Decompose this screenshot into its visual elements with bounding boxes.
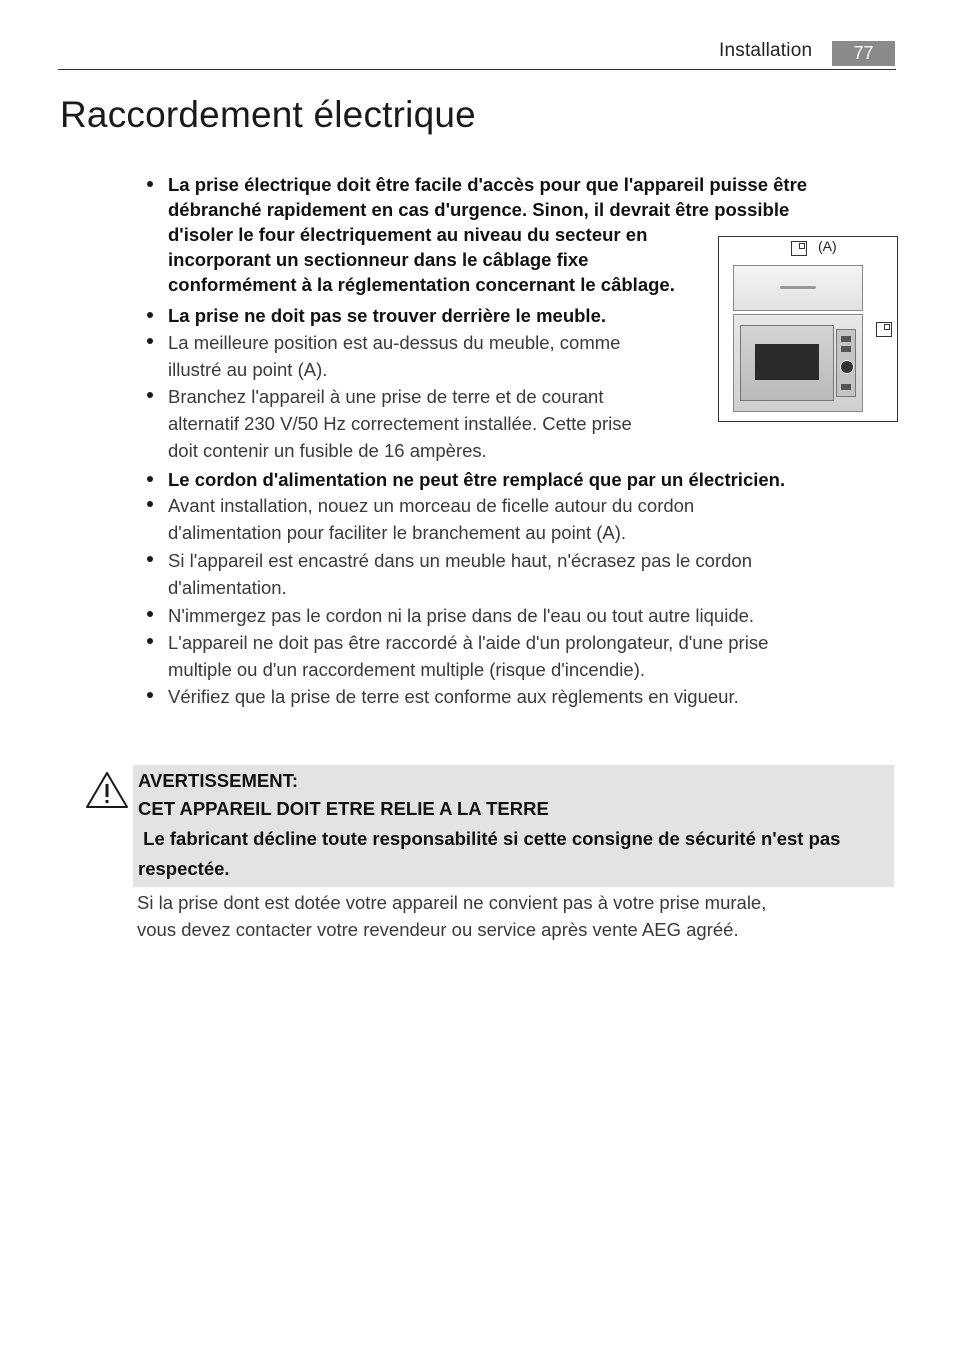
warning-triangle-icon	[84, 770, 130, 810]
list-item-text: d'alimentation pour faciliter le branchement au point (A).	[168, 522, 627, 543]
list-item-text: N'immergez pas le cordon ni la prise dans de l'eau ou tout autre liquide.	[168, 605, 755, 626]
list-item-text: doit contenir un fusible de 16 ampères.	[168, 440, 487, 461]
list-item-text: L'appareil ne doit pas être raccordé à l'aide d'un prolongateur, d'une prise	[168, 632, 769, 653]
header-divider	[58, 69, 896, 70]
bullet-dot	[147, 476, 153, 482]
control-knob	[841, 346, 851, 352]
list-item-text: incorporant un sectionneur dans le câblage fixe	[168, 249, 589, 270]
oven-installation-figure	[718, 236, 898, 422]
control-knob	[841, 336, 851, 342]
warning-body: Le fabricant décline toute responsabilité si cette consigne de sécurité n'est pas	[138, 828, 841, 849]
bullet-dot	[147, 338, 153, 344]
control-knob	[841, 384, 851, 390]
list-item-text: débranché rapidement en cas d'urgence. Sinon, il devrait être possible	[168, 199, 790, 220]
bullet-dot	[147, 181, 153, 187]
socket-icon	[791, 241, 807, 256]
socket-icon	[876, 322, 892, 337]
oven-door	[740, 325, 834, 401]
list-item-text: Si l'appareil est encastré dans un meuble haut, n'écrasez pas le cordon	[168, 550, 752, 571]
bullet-dot	[147, 638, 153, 644]
bullet-dot	[147, 556, 153, 562]
list-item-text: conformément à la réglementation concernant le câblage.	[168, 274, 675, 295]
bullet-dot	[147, 501, 153, 507]
page-number: 77	[832, 41, 895, 66]
header-section-label: Installation	[719, 40, 813, 61]
list-item-text: Vérifiez que la prise de terre est conforme aux règlements en vigueur.	[168, 686, 739, 707]
warning-title: AVERTISSEMENT:	[138, 770, 299, 791]
oven-window	[755, 344, 819, 380]
note-text: vous devez contacter votre revendeur ou service après vente AEG agréé.	[137, 919, 739, 940]
list-item-text: Branchez l'appareil à une prise de terre et de courant	[168, 386, 604, 407]
warning-body: respectée.	[138, 858, 230, 879]
upper-cabinet	[733, 265, 863, 311]
bullet-dot	[147, 392, 153, 398]
list-item-text: La prise ne doit pas se trouver derrière le meuble.	[168, 305, 606, 326]
page-title: Raccordement électrique	[60, 94, 476, 135]
warning-subtitle: CET APPAREIL DOIT ETRE RELIE A LA TERRE	[138, 798, 549, 819]
control-dial	[840, 360, 854, 374]
bullet-dot	[147, 312, 153, 318]
bullet-dot	[147, 611, 153, 617]
oven-control-panel	[836, 329, 856, 397]
cabinet-handle	[780, 286, 816, 289]
list-item-text: multiple ou d'un raccordement multiple (risque d'incendie).	[168, 659, 645, 680]
figure-label: (A)	[818, 238, 837, 254]
bullet-dot	[147, 692, 153, 698]
list-item-text: La prise électrique doit être facile d'accès pour que l'appareil puisse être	[168, 174, 808, 195]
list-item-text: alternatif 230 V/50 Hz correctement installée. Cette prise	[168, 413, 632, 434]
built-in-oven	[733, 314, 863, 412]
note-text: Si la prise dont est dotée votre appareil ne convient pas à votre prise murale,	[137, 892, 767, 913]
list-item-text: La meilleure position est au-dessus du meuble, comme	[168, 332, 621, 353]
list-item-text: Le cordon d'alimentation ne peut être remplacé que par un électricien.	[168, 469, 786, 490]
list-item-text: d'isoler le four électriquement au niveau du secteur en	[168, 224, 648, 245]
list-item-text: illustré au point (A).	[168, 359, 328, 380]
list-item-text: Avant installation, nouez un morceau de ficelle autour du cordon	[168, 495, 695, 516]
list-item-text: d'alimentation.	[168, 577, 287, 598]
